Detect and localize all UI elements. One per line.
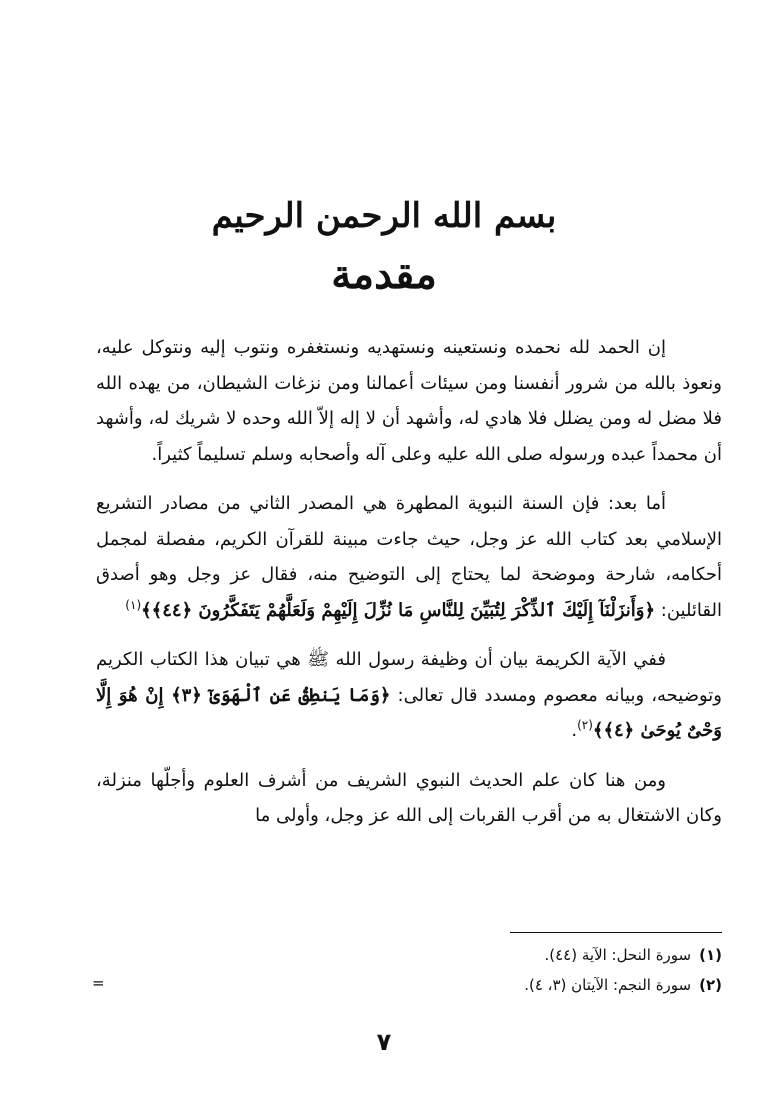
paragraph-1: إن الحمد لله نحمده ونستعينه ونستهديه ونستغفره ونتوب إليه ونتوكل عليه، ونعوذ بالله من شرور أنفسنا ومن سيئات أعمالنا ومن نزغات الشيطان، من يهده الله فلا مضل له ومن يضلل فلا هادي له، وأشهد أن لا إله إلاّ الله وحده لا شريك له، وأشهد أن محمداً عبده ورسوله صلى الله عليه وعلى آله وأصحابه وسلم تسليماً كثيراً.: [96, 337, 722, 465]
paragraph-4: ومن هنا كان علم الحديث النبوي الشريف من أشرف العلوم وأجلّها منزلة، وكان الاشتغال به من أقرب القربات إلى الله عز وجل، وأولى ما: [96, 769, 722, 826]
footnote-ref-2: (٢): [577, 718, 593, 732]
footnote-2-number: (٢): [699, 976, 722, 994]
footnote-1-text: سورة النحل: الآية (٤٤).: [544, 946, 692, 964]
paragraph-2-text: أما بعد: فإن السنة النبوية المطهرة هي المصدر الثاني من مصادر التشريع الإسلامي بعد كتاب الله عز وجل، حيث جاءت مبينة للقرآن الكريم، مفصلة لمجمل أحكامه، شارحة وموضحة لما يحتاج إلى التوضيح منه، فقال عز وجل وهو أصدق القائلين:: [96, 493, 722, 621]
page-number: ٧: [376, 1028, 392, 1056]
footnote-2: [96, 970, 722, 1000]
footnote-1: [96, 940, 722, 970]
paragraph-3-text: ففي الآية الكريمة بيان أن وظيفة رسول الله ﷺ هي تبيان هذا الكتاب الكريم وتوضيحه، وبيانه معصوم ومسدد قال تعالى:: [96, 649, 722, 706]
body-text: [96, 330, 722, 848]
page-title: مقدمة: [331, 251, 437, 298]
continuation-mark: =: [92, 974, 105, 992]
basmala-heading: بسم الله الرحمن الرحيم: [211, 196, 557, 236]
footnotes: [96, 940, 722, 1000]
quran-verse-an-nahl: ﴿وَأَنزَلْنَآ إِلَيْكَ ٱلذِّكْرَ لِتُبَيِّنَ لِلنَّاسِ مَا نُزِّلَ إِلَيْهِمْ وَلَعَلَّهُمْ يَتَفَكَّرُونَ ﴿٤٤﴾﴾: [141, 599, 656, 621]
paragraph-3: [96, 642, 722, 749]
footnote-divider: [510, 932, 722, 933]
footnote-2-text: سورة النجم: الآيتان (٣، ٤).: [524, 976, 692, 994]
paragraph-2: [96, 486, 722, 628]
footnote-ref-1: (١): [125, 597, 142, 612]
footnote-1-number: (١): [699, 946, 722, 964]
quran-verse-an-najm: ﴿وَمَا يَنطِقُ عَنِ ٱلْهَوَىٰٓ ﴿٣﴾ إِنْ هُوَ إِلَّا وَحْىٌ يُوحَىٰ ﴿٤﴾﴾: [96, 684, 722, 741]
paragraph-3-end: .: [571, 720, 578, 741]
